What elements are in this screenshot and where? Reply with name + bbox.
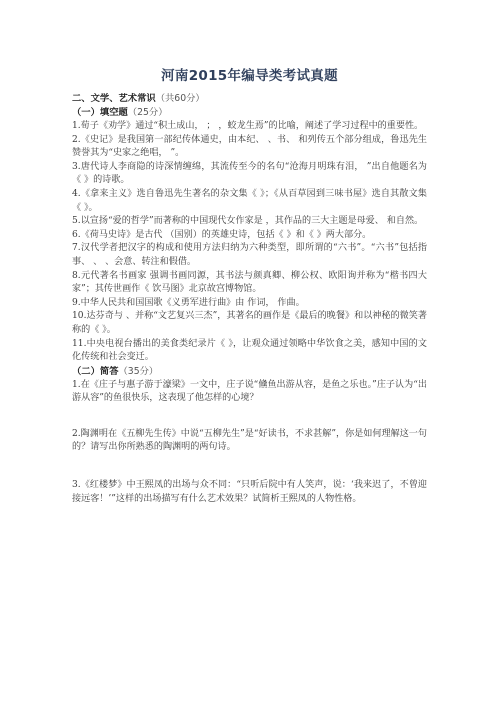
fill-in-question-10: 10.达芬奇与 、并称“文艺复兴三杰”，其著名的画作是《最后的晚餐》和以神秘的微笑著称的《 》。 [72,311,427,335]
short-answer-heading-points: （35分） [118,365,159,377]
short-answer-question-3: 3.《红楼梦》中王熙凤的出场与众不同：“只听后院中有人笑声，说：‘我来迟了，不曾迎接远客！’”这样的出场描写有什么艺术效果？试简析王熙凤的人物性格。 [72,480,427,504]
section-heading-label: 二、文学、艺术常识 [72,93,156,104]
fill-in-heading-label: （一）填空题 [72,107,128,118]
short-answer-question-1: 1.在《庄子与惠子游于濠梁》一文中，庄子说“儵鱼出游从容，是鱼之乐也。”庄子认为“出游从容”的鱼很快乐，这表现了他怎样的心境？ [72,379,427,404]
short-answer-question-2: 2.陶渊明在《五柳先生传》中说“五柳先生”是“好读书，不求甚解”，你是如何理解这一句的？请写出你所熟悉的陶渊明的两句诗。 [72,428,427,453]
short-answer-heading-label: （二）简答 [72,365,119,377]
fill-in-question-9: 9.中华人民共和国国歌《义勇军进行曲》由 作词， 作曲。 [72,297,305,308]
fill-in-heading-points: （25分） [127,107,168,118]
fill-in-question-1: 1.荀子《劝学》通过“积土成山， ； ，蛟龙生焉”的比喻，阐述了学习过程中的重要性。 [72,121,424,131]
fill-in-question-5: 5.以宣扬“爱的哲学”而著称的中国现代女作家是 ，其作品的三大主题是母爱、 和自然。 [72,216,424,227]
answer-space [72,406,427,428]
fill-in-question-8: 8.元代著名书画家 强调书画同源，其书法与颜真卿、柳公权、欧阳询并称为“楷书四大家”；其传世画作《 饮马图》北京故宫博物馆。 [72,270,427,295]
fill-in-heading [72,106,427,120]
document-page [72,64,427,506]
section-heading-points: （共60分） [155,93,205,104]
fill-in-question-11: 11.中央电视台播出的美食类纪录片《 》，让观众通过领略中华饮食之美，感知中国的文化传统和社会变迁。 [72,338,427,363]
section-heading [72,92,427,106]
answer-space [72,455,427,479]
fill-in-question-3: 3.唐代诗人李商隐的诗深情缠绵，其流传至今的名句“沧海月明珠有泪， ”出自他题名为《 》的诗歌。 [72,161,427,186]
fill-in-question-2: 2.《史记》是我国第一部纪传体通史，由本纪、 、书、 和列传五个部分组成，鲁迅先生赞誉其为“史家之绝唱， ”。 [72,134,427,159]
fill-in-question-7: 7.汉代学者把汉字的构成和使用方法归纳为六种类型，即所谓的“六书”。“六书”包括指事、 、 、会意、转注和假借。 [72,243,427,267]
document-title: 河南2015年编导类考试真题 [161,68,338,84]
fill-in-question-4: 4.《拿来主义》选自鲁迅先生著名的杂文集《 》；《从百草园到三味书屋》选自其散文集《 》。 [72,188,427,213]
fill-in-question-6: 6.《荷马史诗》是古代 （国别）的英雄史诗，包括《 》和《 》两大部分。 [72,229,372,240]
short-answer-heading [72,365,427,379]
